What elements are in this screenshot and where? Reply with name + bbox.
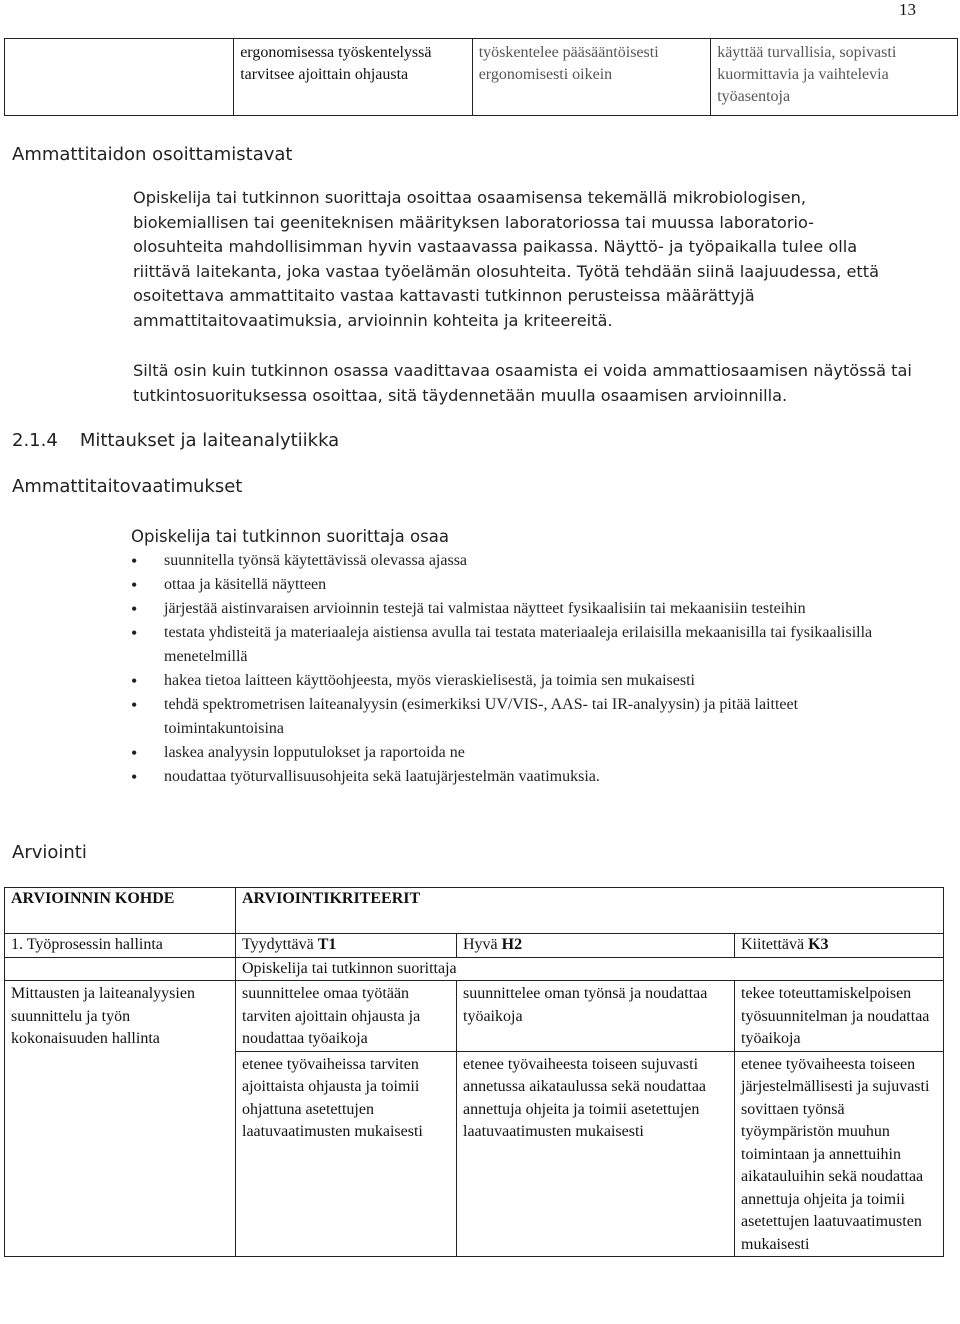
level-3-text: Kiitettävä <box>741 936 809 953</box>
requirements-heading: Ammattitaitovaatimukset <box>12 476 243 497</box>
target-cell: Mittausten ja laiteanalyysien suunnittelu ja työn kokonaisuuden hallinta <box>5 981 236 1257</box>
list-item: • tehdä spektrometrisen laiteanalyysin (esimerkiksi UV/VIS-, AAS- tai IR-analyysin) ja pitää laitteet toimintakuntoisina <box>131 693 901 741</box>
level-1-code: T1 <box>317 936 337 953</box>
demonstration-heading: Ammattitaidon osoittamistavat <box>12 144 293 165</box>
table-row <box>5 934 944 958</box>
list-item: • hakea tietoa laitteen käyttöohjeesta, myös vieraskielisestä, ja toimia sen mukaisesti <box>131 669 901 693</box>
header-criteria: ARVIOINTIKRITEERIT <box>236 888 944 934</box>
table-row <box>5 39 958 116</box>
page-number: 13 <box>899 0 916 19</box>
section-title: Mittaukset ja laiteanalytiikka <box>79 430 340 451</box>
level-2-code: H2 <box>501 936 523 953</box>
level-3 <box>735 934 944 958</box>
list-item: • testata yhdisteitä ja materiaaleja aistiensa avulla tai testata materiaaleja erilaisilla mekaanisilla tai fysikaalisilla menetelmillä <box>131 621 901 669</box>
list-item: • suunnitella työnsä käytettävissä olevassa ajassa <box>131 549 901 573</box>
level-2-text: Hyvä <box>463 936 502 953</box>
table-row <box>5 888 944 934</box>
level-3-code: K3 <box>808 936 829 953</box>
h2-cell: suunnittelee oman työnsä ja noudattaa työaikoja <box>457 981 735 1052</box>
list-item: • noudattaa työturvallisuusohjeita sekä laatujärjestelmän vaatimuksia. <box>131 765 901 789</box>
section-heading <box>12 430 339 451</box>
level-1 <box>236 934 457 958</box>
table-row <box>5 981 944 1052</box>
section-number: 2.1.4 <box>12 430 58 451</box>
section-label: 1. Työprosessin hallinta <box>5 934 236 958</box>
table-row <box>5 957 944 981</box>
h2-cell: etenee työvaiheesta toiseen sujuvasti annetussa aikataulussa sekä noudattaa annettuja ohjeita ja toimii asetettujen laatuvaatimusten mukaisesti <box>457 1051 735 1257</box>
requirements-block <box>131 525 901 789</box>
top-criteria-table <box>4 38 958 116</box>
requirements-intro: Opiskelija tai tutkinnon suorittaja osaa <box>131 527 449 546</box>
requirements-list <box>131 549 901 789</box>
list-item: • järjestää aistinvaraisen arvioinnin testejä tai valmistaa näytteet fysikaalisiin tai mekaanisiin testeihin <box>131 597 901 621</box>
list-item: • laskea analyysin lopputulokset ja raportoida ne <box>131 741 901 765</box>
blank-cell <box>5 957 236 981</box>
header-target: ARVIOINNIN KOHDE <box>5 888 236 934</box>
assessment-criteria-table <box>4 887 944 1257</box>
k3-cell: etenee työvaiheesta toiseen järjestelmällisesti ja sujuvasti sovittaen työnsä työympäristön muuhun toimintaan ja annettuihin aikatauluihin sekä noudattaa annettuja ohjeita ja toimii asetettujen laatuvaatimusten mukaisesti <box>735 1051 944 1257</box>
blank-cell <box>5 39 234 116</box>
t1-cell: etenee työvaiheissa tarviten ajoittaista ohjausta ja toimii ohjattuna asetettujen laatuvaatimusten mukaisesti <box>236 1051 457 1257</box>
demonstration-paragraph-1: Opiskelija tai tutkinnon suorittaja osoittaa osaamisensa tekemällä mikrobiologisen, biokemiallisen tai geeniteknisen määrityksen laboratoriossa tai muussa laboratorio-olosuhteita mahdollisimman hyvin vastaavassa paikassa. Näyttö- ja työpaikalla tulee olla riittävä laitekanta, joka vastaa työelämän olosuhteita. Työtä tehdään siinä laajuudessa, että osoitettava ammattitaito vastaa kattavasti tutkinnon perusteissa määrättyjä ammattitaitovaatimuksia, arvioinnin kohteita ja kriteereitä. <box>133 188 880 330</box>
demonstration-paragraph-2: Siltä osin kuin tutkinnon osassa vaadittavaa osaamista ei voida ammattiosaamisen näytössä tai tutkintosuorituksessa osoittaa, sitä täydennetään muulla osaamisen arvioinnilla. <box>133 361 912 405</box>
subject-cell: Opiskelija tai tutkinnon suorittaja <box>236 957 944 981</box>
table-cell: ergonomisessa työskentelyssä tarvitsee ajoittain ohjausta <box>234 39 473 116</box>
t1-cell: suunnittelee omaa työtään tarviten ajoittain ohjausta ja noudattaa työaikoja <box>236 981 457 1052</box>
list-item: • ottaa ja käsitellä näytteen <box>131 573 901 597</box>
table-cell: käyttää turvallisia, sopivasti kuormittavia ja vaihtelevia työasentoja <box>711 39 958 116</box>
level-2 <box>457 934 735 958</box>
k3-cell: tekee toteuttamiskelpoisen työsuunnitelman ja noudattaa työaikoja <box>735 981 944 1052</box>
assessment-heading: Arviointi <box>12 842 87 863</box>
table-cell: työskentelee pääsääntöisesti ergonomisesti oikein <box>472 39 711 116</box>
level-1-text: Tyydyttävä <box>242 936 318 953</box>
